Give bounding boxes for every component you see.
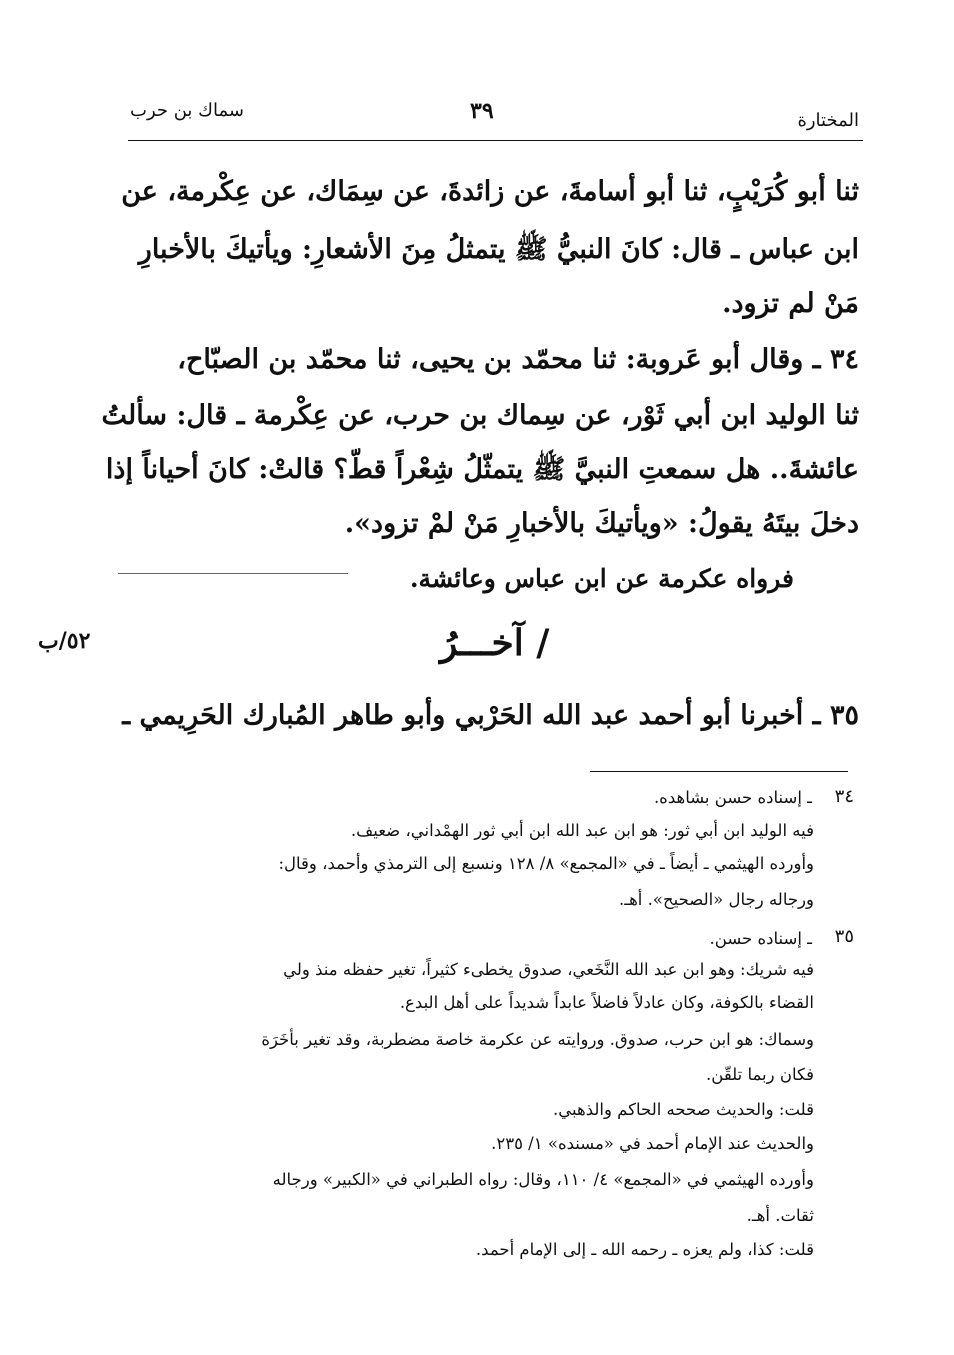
running-header-book-title: المختارة (797, 110, 859, 131)
manuscript-folio-marker: ٥٢/ب (38, 628, 91, 654)
footnote-line: فكان ربما تلقّن. (706, 1065, 814, 1084)
hadith-35-opening: ٣٥ ـ أخبرنا أبو أحمد عبد الله الحَرْبي وأبو طاهر المُبارك الحَرِيمي ـ (122, 700, 859, 731)
running-header-chapter: سماك بن حرب (130, 100, 244, 121)
footnote-number: ٣٥ (834, 926, 854, 947)
footnote-line: وسماك: هو ابن حرب، صدوق. وروايته عن عكرمة خاصة مضطربة، وقد تغير بأخَرَة (261, 1030, 814, 1049)
footnote-line: قلت: كذا، ولم يعزه ـ رحمه الله ـ إلى الإمام أحمد. (475, 1240, 814, 1259)
footnote-head: ـ إسناده حسن. (709, 929, 812, 948)
footnote-number: ٣٤ (834, 786, 854, 807)
footnote-line: فيه شريك: وهو ابن عبد الله النَّخَعي، صدوق يخطىء كثيراً، تغير حفظه منذ ولي (283, 960, 814, 979)
main-text-line: عائشةَ.. هل سمعتِ النبيَّ ﷺ يتمثّلُ شِعْراً قطّ؟ قالتْ: كانَ أحياناً إذا (105, 454, 859, 485)
footnote-head: ـ إسناده حسن بشاهده. (653, 788, 812, 807)
section-heading-akhar: / آخـــرُ (440, 622, 550, 664)
main-text-line: ٣٤ ـ وقال أبو عَروبة: ثنا محمّد بن يحيى، ثنا محمّد بن الصبّاح، (177, 344, 859, 375)
footnote-line: قلت: والحديث صححه الحاكم والذهبي. (553, 1100, 814, 1119)
footnote-line: وأورده الهيثمي في «المجمع» ٤/ ١١٠، وقال: رواه الطبراني في «الكبير» ورجاله (272, 1170, 814, 1189)
page-number: ٣٩ (470, 98, 494, 124)
riwaya-note: فرواه عكرمة عن ابن عباس وعائشة. (409, 564, 794, 593)
footnote-rule (590, 771, 848, 772)
header-rule (128, 140, 863, 141)
footnote-line: القضاء بالكوفة، وكان عادلاً فاضلاً عابداً شديداً على أهل البدع. (399, 993, 814, 1012)
main-text-line: ابن عباس ـ قال: كانَ النبيُّ ﷺ يتمثلُ مِنَ الأشعارِ: ويأتيكَ بالأخبارِ (138, 234, 859, 265)
footnote-line: والحديث عند الإمام أحمد في «مسنده» ١/ ٢٣٥. (491, 1134, 814, 1153)
footnote-line: وأورده الهيثمي ـ أيضاً ـ في «المجمع» ٨/ ١٢٨ ونسبع إلى الترمذي وأحمد، وقال: (278, 854, 814, 873)
main-text-line: ثنا الوليد ابن أبي ثَوْر، عن سِماك بن حرب، عن عِكْرمة ـ قال: سألتُ (101, 400, 859, 431)
footnote-line: فيه الوليد ابن أبي ثور: هو ابن عبد الله ابن أبي ثور الهمْداني، ضعيف. (350, 821, 814, 840)
main-text-line: مَنْ لم تزود. (722, 288, 859, 319)
main-text-line: دخلَ بيتَهُ يقولُ: «ويأتيكَ بالأخبارِ مَنْ لمْ تزود». (344, 508, 859, 539)
footnote-line: ثقات. أهـ. (746, 1206, 814, 1225)
main-text-line: ثنا أبو كُرَيْبٍ، ثنا أبو أسامةَ، عن زائدةَ، عن سِمَاك، عن عِكْرمة، عن (121, 176, 859, 207)
footnote-line: ورجاله رجال «الصحيح». أهـ. (619, 890, 814, 909)
scan-artifact-line (118, 573, 348, 574)
